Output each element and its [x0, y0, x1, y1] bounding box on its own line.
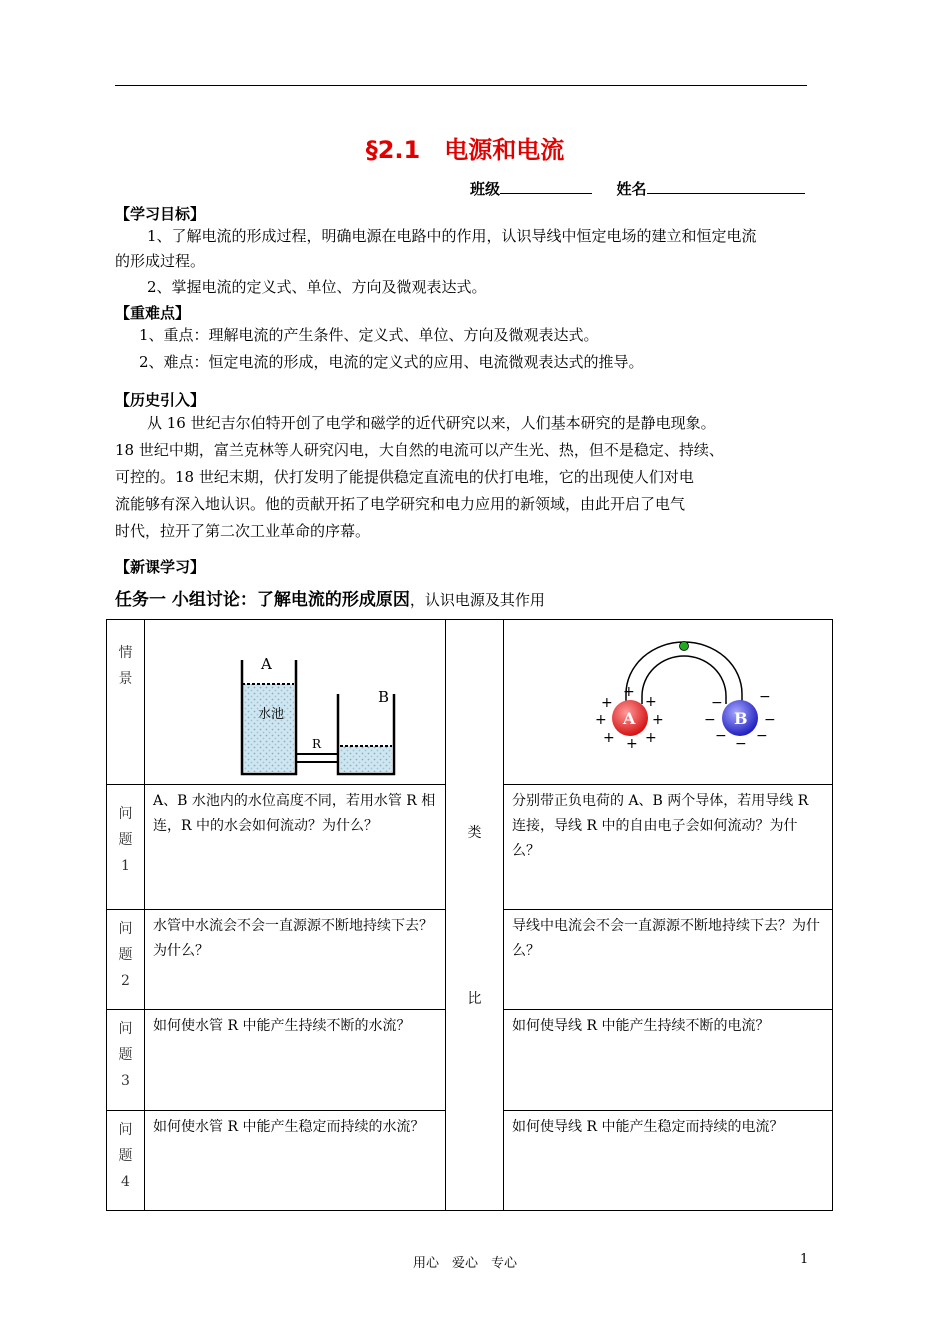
tank-a-label: A	[261, 655, 272, 673]
history-line-2: 18 世纪中期，富兰克林等人研究闪电，大自然的电流可以产生光、热，但不是稳定、持续、	[115, 441, 724, 459]
pipe-label: R	[312, 737, 322, 751]
scene-row	[107, 620, 833, 785]
footer-motto: 用心 爱心 专心	[412, 1256, 517, 1271]
question-1-electric: 分别带正负电荷的 A、B 两个导体，若用导线 R 连接，导线 R 中的自由电子会如何流动？为什么？	[504, 785, 833, 910]
tank-b-label: B	[378, 688, 390, 706]
svg-text:+: +	[626, 736, 638, 752]
svg-text:+: +	[645, 694, 657, 710]
question-4-water: 如何使水管 R 中能产生稳定而持续的水流？	[145, 1111, 446, 1211]
sphere-b-label: B	[734, 709, 748, 728]
water-diagram-cell	[145, 620, 446, 785]
svg-text:−: −	[759, 689, 771, 705]
svg-text:+: +	[603, 730, 615, 746]
question-4-electric: 如何使导线 R 中能产生稳定而持续的电流？	[504, 1111, 833, 1211]
scene-label: 情 景	[107, 620, 145, 785]
sphere-a-label: A	[623, 709, 636, 728]
question-1-water: A、B 水池内的水位高度不同，若用水管 R 相连，R 中的水会如何流动？为什么？	[145, 785, 446, 910]
history-line-3: 可控的。18 世纪末期，伏打发明了能提供稳定直流电的伏打电堆，它的出现使人们对电	[115, 468, 694, 486]
question-2-label: 问 题 2	[107, 910, 145, 1010]
svg-text:−: −	[756, 728, 768, 744]
history-heading: 【历史引入】	[115, 391, 206, 409]
tank-a-water	[242, 684, 294, 772]
question-3-water: 如何使水管 R 中能产生持续不断的水流？	[145, 1010, 446, 1111]
svg-text:−: −	[764, 712, 776, 728]
analogy-label: 类 比	[446, 620, 504, 1211]
new-lesson-heading: 【新课学习】	[115, 558, 206, 576]
task-bold: 任务一 小组讨论：了解电流的形成原因	[115, 590, 410, 610]
question-3-electric: 如何使导线 R 中能产生持续不断的电流？	[504, 1010, 833, 1111]
tank-b-water	[340, 746, 392, 772]
objectives-heading: 【学习目标】	[115, 205, 206, 223]
question-4-label: 问 题 4	[107, 1111, 145, 1211]
task-normal: ，认识电源及其作用	[409, 591, 545, 609]
charged-conductors-diagram	[504, 620, 833, 780]
water-tank-diagram	[145, 620, 446, 780]
svg-text:−: −	[735, 736, 747, 752]
objective-2: 2、掌握电流的定义式、单位、方向及微观表达式。	[147, 278, 487, 296]
class-label: 班级	[470, 180, 501, 198]
svg-text:+: +	[623, 684, 635, 700]
svg-text:+: +	[601, 695, 613, 711]
svg-text:−: −	[704, 712, 716, 728]
question-2-water: 水管中水流会不会一直源源不断地持续下去？为什么？	[145, 910, 446, 1010]
pool-label: 水池	[258, 707, 285, 722]
question-1-label: 问 题 1	[107, 785, 145, 910]
keypoints-heading: 【重难点】	[115, 304, 191, 322]
objective-1-line2: 的形成过程。	[115, 252, 206, 270]
name-fields	[470, 178, 805, 199]
electron-dot	[680, 642, 689, 651]
header-rule	[115, 85, 807, 86]
history-line-4: 流能够有深入地认识。他的贡献开拓了电学研究和电力应用的新领域，由此开启了电气	[115, 495, 686, 513]
class-blank[interactable]	[500, 179, 592, 194]
history-line-5: 时代，拉开了第二次工业革命的序幕。	[115, 522, 371, 540]
svg-text:+: +	[595, 712, 607, 728]
svg-text:+: +	[652, 712, 664, 728]
task-heading	[115, 585, 545, 610]
charge-diagram-cell	[504, 620, 833, 785]
name-blank[interactable]	[647, 179, 805, 194]
question-3-label: 问 题 3	[107, 1010, 145, 1111]
svg-text:+: +	[645, 730, 657, 746]
page-number: 1	[800, 1252, 809, 1267]
page-title: §2.1 电源和电流	[365, 136, 565, 164]
history-line-1: 从 16 世纪吉尔伯特开创了电学和磁学的近代研究以来，人们基本研究的是静电现象。	[147, 414, 716, 432]
svg-text:−: −	[711, 695, 723, 711]
analogy-table	[106, 619, 833, 1211]
keypoint-1: 1、重点：理解电流的产生条件、定义式、单位、方向及微观表达式。	[139, 326, 599, 344]
question-2-electric: 导线中电流会不会一直源源不断地持续下去？为什么？	[504, 910, 833, 1010]
name-label: 姓名	[616, 180, 647, 198]
wire-outer	[626, 642, 742, 704]
objective-1-line1: 1、了解电流的形成过程，明确电源在电路中的作用，认识导线中恒定电场的建立和恒定电流	[147, 227, 757, 245]
keypoint-2: 2、难点：恒定电流的形成，电流的定义式的应用、电流微观表达式的推导。	[139, 353, 644, 371]
svg-text:−: −	[715, 728, 727, 744]
